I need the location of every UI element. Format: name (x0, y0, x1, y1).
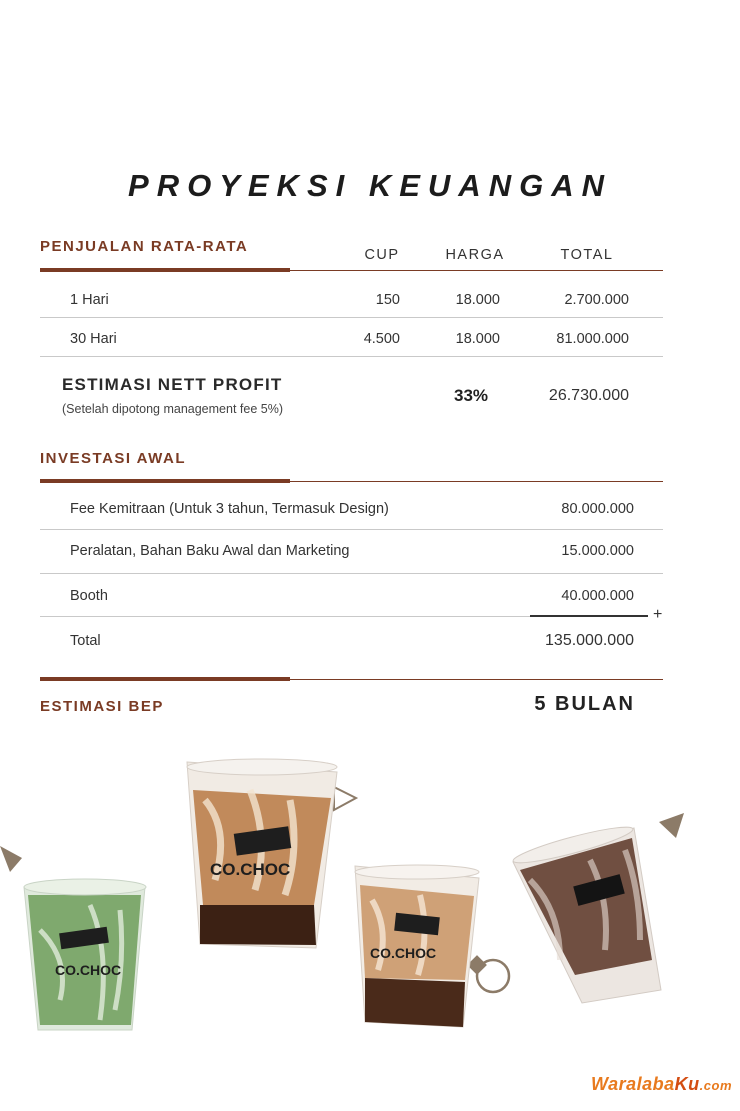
inv-total-label: Total (70, 633, 101, 649)
nett-profit-note: (Setelah dipotong management fee 5%) (62, 402, 283, 416)
inv-row-fee-label: Fee Kemitraan (Untuk 3 tahun, Termasuk Design) (70, 501, 389, 517)
sum-plus-sign: + (653, 606, 663, 623)
row-30hari-label: 30 Hari (70, 331, 117, 347)
cup-caramel-small (355, 865, 479, 1027)
inv-total-value: 135.000.000 (545, 632, 634, 649)
bep-value: 5 BULAN (534, 693, 635, 715)
ornament-ring (477, 960, 509, 992)
inv-row-fee-value: 80.000.000 (561, 501, 634, 517)
cup-logo-text: CO.CHOC (370, 945, 437, 961)
cup-logo-text: CO.CHOC (210, 860, 291, 879)
row-30hari-harga: 18.000 (455, 331, 500, 347)
page-title: PROYEKSI KEUANGAN (128, 168, 612, 203)
inv-row-booth-label: Booth (70, 588, 108, 604)
row-30hari-cup: 4.500 (363, 331, 400, 347)
row-30hari-total: 81.000.000 (556, 331, 629, 347)
bep-label: ESTIMASI BEP (40, 698, 164, 715)
ornament-diamond-left (0, 846, 22, 872)
cup-matcha (24, 879, 146, 1030)
nett-profit-total: 26.730.000 (548, 387, 629, 404)
inv-row-equipment-label: Peralatan, Bahan Baku Awal dan Marketing (70, 543, 350, 559)
nett-profit-label: ESTIMASI NETT PROFIT (62, 375, 283, 394)
cup-logo-text: CO.CHOC (55, 962, 122, 978)
row-1hari-label: 1 Hari (70, 292, 109, 308)
sales-heading: PENJUALAN RATA-RATA (40, 238, 249, 255)
row-1hari-total: 2.700.000 (564, 292, 629, 308)
investment-heading: INVESTASI AWAL (40, 450, 187, 467)
cup-chocolate (511, 821, 661, 1003)
cup-caramel-large (187, 759, 337, 948)
col-cup: CUP (364, 247, 400, 263)
row-1hari-cup: 150 (375, 292, 400, 308)
inv-row-booth-value: 40.000.000 (561, 588, 634, 604)
inv-row-equipment-value: 15.000.000 (561, 543, 634, 559)
watermark: WaralabaKu.com (590, 1074, 732, 1094)
col-harga: HARGA (445, 247, 505, 263)
ornament-triangle-outline (334, 787, 356, 810)
ornament-triangle (659, 813, 684, 838)
row-1hari-harga: 18.000 (455, 292, 500, 308)
col-total: TOTAL (560, 247, 614, 263)
nett-profit-percent: 33% (453, 386, 489, 405)
